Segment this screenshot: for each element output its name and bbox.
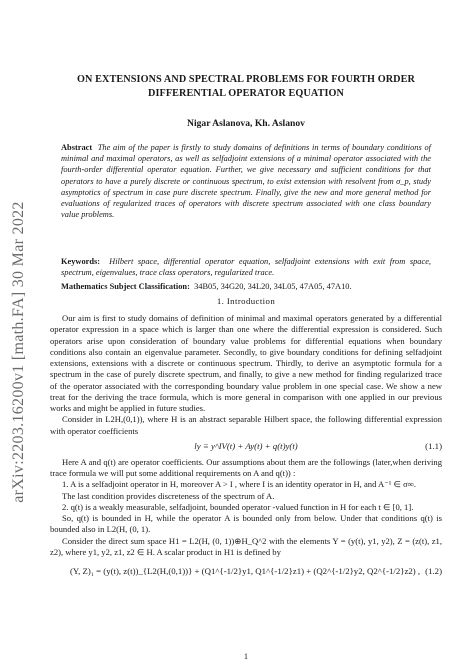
msc bbox=[61, 281, 431, 292]
paper-title bbox=[50, 73, 442, 100]
paragraph-2: Consider in L2H,(0,1)), where H is an abstract separable Hilbert space, the following differential expression with operator coefficients bbox=[50, 414, 442, 436]
keywords bbox=[61, 256, 431, 278]
keywords-label: Keywords: bbox=[61, 257, 101, 266]
abstract bbox=[61, 142, 431, 220]
section-heading: 1. Introduction bbox=[216, 296, 276, 306]
abstract-label: Abstract bbox=[61, 143, 93, 152]
equation-1 bbox=[50, 439, 442, 454]
equation-1-number: (1.1) bbox=[425, 440, 442, 451]
paragraph-1: Our aim is first to study domains of definition of minimal and maximal operators generated by a differential operator expression in a space which is larger than one where the differential expression is considered. Such operators arise upon consideration of boundary value problems for differential equations when boundary conditions also contain an eigenvalue parameter. Secondly, to give boundary conditions for defining selfadjoint extensions, extensions with a discrete or continuous spectrum. Thirdly, to derive an asymptotic formula for a spectrum in the case of purely discrete spectrum, and finally, to give a new method for finding regularized trace of the operator associated with the corresponding boundary value problem in one special case. We show a new treat for the deriving the trace formula, which is more general in comparison with one applied in our previous works and might be applied in future studies. bbox=[50, 313, 442, 413]
msc-label: Mathematics Subject Classification: bbox=[61, 282, 190, 291]
paragraph-3: Here A and q(t) are operator coefficients. Our assumptions about them are the followings (later,when deriving trace formula we will put some additional requirements on A and q(t)) : bbox=[50, 456, 442, 478]
keywords-text: Hilbert space, differential operator equation, selfadjoint extensions with exit from space, spectrum, eigenvalues, trace class operators, regularized trace. bbox=[61, 257, 431, 278]
msc-text: 34B05, 34G20, 34L20, 34L05, 47A05, 47A10. bbox=[194, 282, 352, 291]
equation-2-number: (1.2) bbox=[425, 566, 442, 576]
equation-2-expression: (Y, Z)₁ = (y(t), z(t))_{L2(H,(0,1))} + (Q1^{-1/2}y1, Q1^{-1/2}z1) + (Q2^{-1/2}y2, Q2^{-1/2}z2) , bbox=[70, 566, 421, 576]
body-text bbox=[50, 313, 442, 582]
title-line-1: ON EXTENSIONS AND SPECTRAL PROBLEMS FOR FOURTH ORDER bbox=[77, 74, 415, 85]
paragraph-6: 2. q(t) is a weakly measurable, selfadjoint, bounded operator -valued function in H for each t ∈ [0, 1]. bbox=[62, 501, 414, 512]
equation-2 bbox=[50, 560, 442, 582]
paragraph-5: The last condition provides discreteness of the spectrum of A. bbox=[62, 490, 275, 501]
paragraph-4: 1. A is a selfadjoint operator in H, moreover A > I , where I is an identity operator in H, and A⁻¹ ∈ σ∞. bbox=[62, 479, 417, 490]
equation-1-expression: ly ≡ y^IV(t) + Ay(t) + q(t)y(t) bbox=[194, 440, 298, 451]
arxiv-sidebar bbox=[6, 152, 32, 552]
abstract-text: The aim of the paper is firstly to study domains of definitions in terms of boundary conditions of minimal and maximal operators, as well as selfadjoint extensions of a minimal operator associated with the fourth-order differential operator equation. Further, we give necessary and sufficient conditions for that operators to have a purely discrete or continuous spectrum, to exist extension with resolvent from σ_p, study asymptotics of spectrum in case pure discrete spectrum. Finally, give the new and more general method for evaluations of regularized traces of operators with discrete spectrum associated with one class boundary value problems. bbox=[61, 143, 432, 220]
arxiv-identifier: arXiv:2203.16200v1 [math.FA] 30 Mar 2022 bbox=[10, 201, 27, 503]
paragraph-7: So, q(t) is bounded in H, while the operator A is bounded only from below. Under that conditions q(t) is bounded also in L2(H, (0, 1). bbox=[50, 513, 442, 535]
page-number: 1 bbox=[243, 652, 249, 661]
title-line-2: DIFFERENTIAL OPERATOR EQUATION bbox=[147, 87, 345, 99]
paragraph-8: Consider the direct sum space H1 = L2(H, (0, 1))⊕H_Q^2 with the elements Y = (y(t), y1, y2), Z = (z(t), z1, z2), where y1, y2, z1, z2 ∈ H. A scalar product in H1 is defined by bbox=[50, 535, 442, 557]
authors: Nigar Aslanova, Kh. Aslanov bbox=[187, 118, 305, 129]
